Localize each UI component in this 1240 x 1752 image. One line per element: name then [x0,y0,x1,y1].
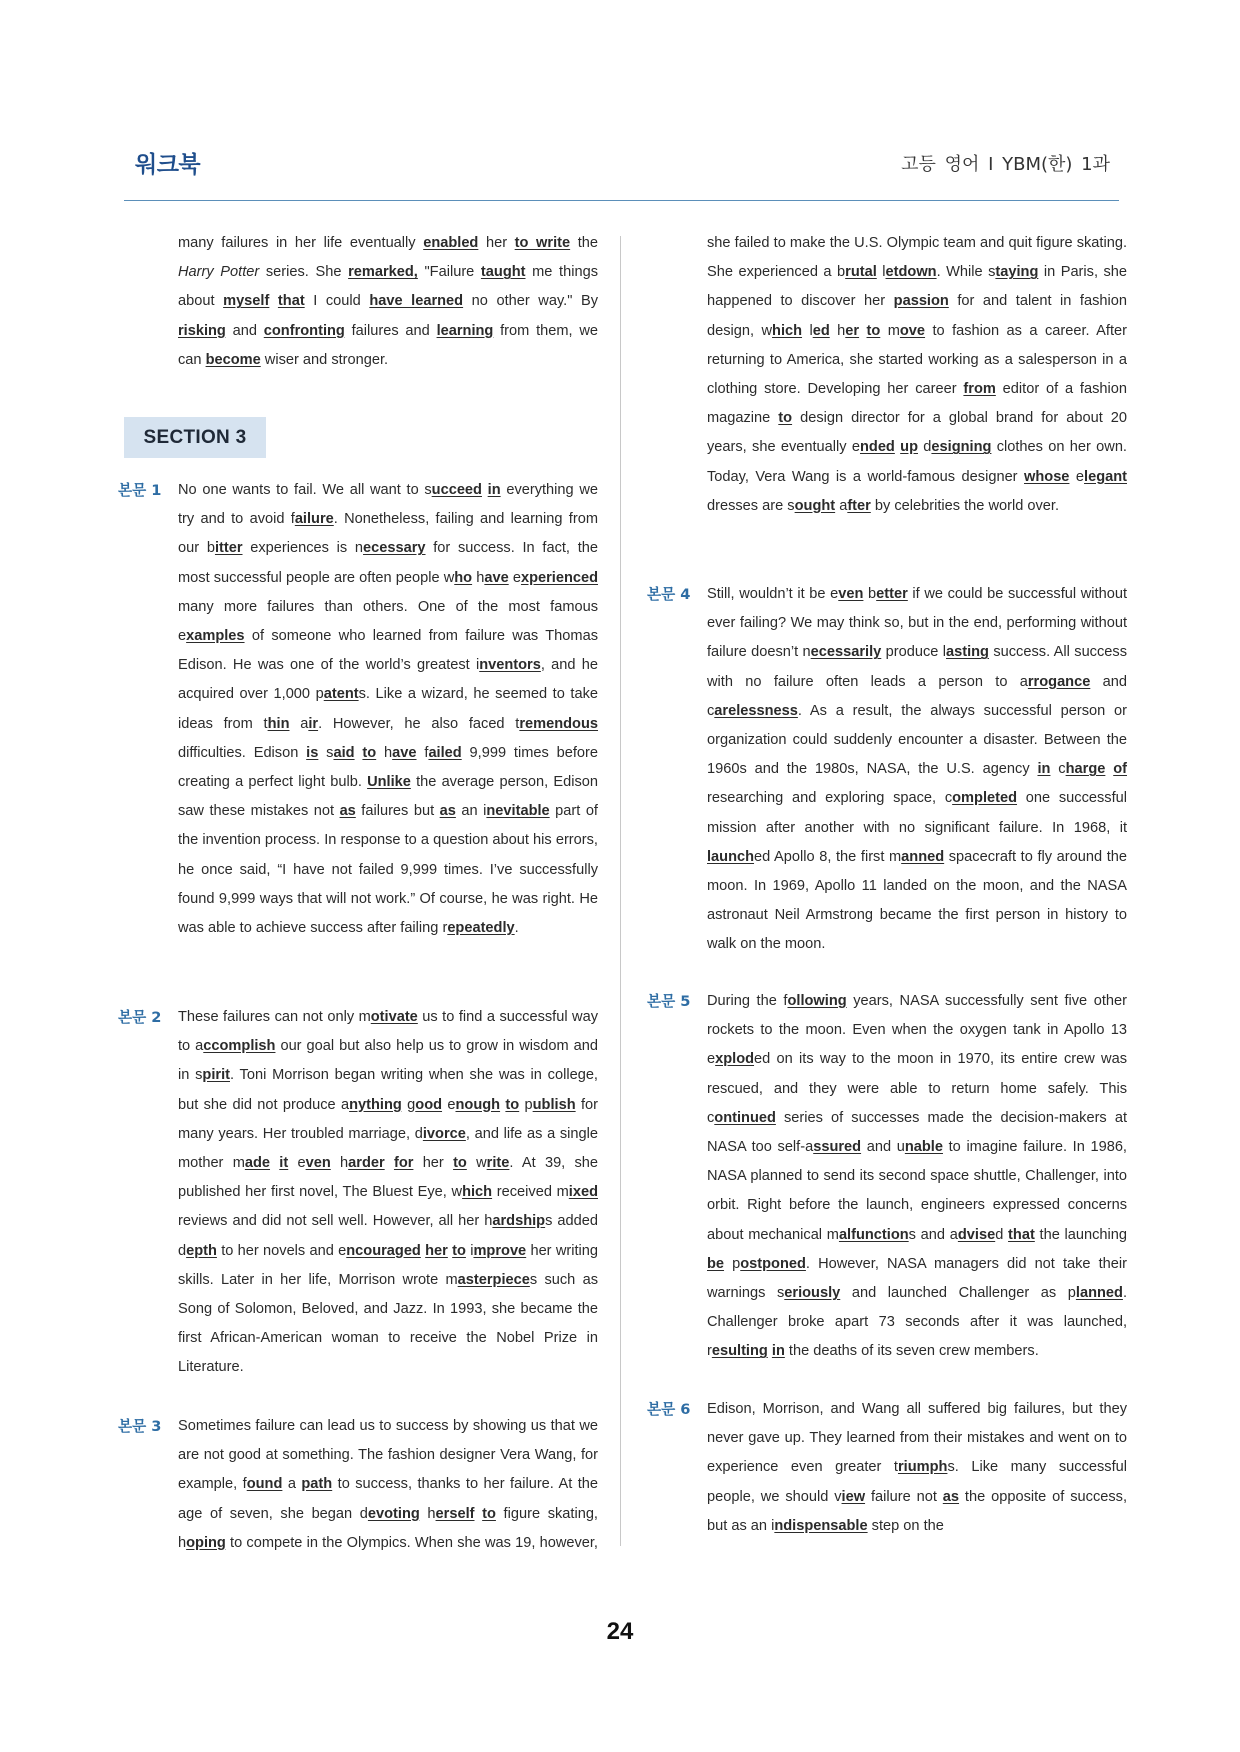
body-paragraph-6-underlined-word: iew [841,1488,866,1505]
paragraph-3-continuation-flow: she failed to make the U.S. Olympic team and quit figure skating. She experienced a brutal letdown. While staying in Paris, she happened to discover her passion for and talent in fashion design, which led her to move to fashion as a career. After returning to America, she started working as a salesperson in a clothing store. Developing her career from editor of a fashion magazine to design director for a global brand for about 20 years, she eventually ended up designing clothes on her own. Today, Vera Wang is a world-famous designer whose elegant dresses are sought after by celebrities the world over. [707,235,1127,514]
body-paragraph-4-underlined-word: ven [838,586,864,602]
intro-paragraph-underlined-word: learning [436,322,494,339]
paragraph-label-2: 본문 2 [118,1009,162,1026]
body-paragraph-2-underlined-word: pirit [202,1067,230,1084]
course-info: 고등 영어 I YBM(한) 1과 [901,154,1110,175]
body-paragraph-1-underlined-word: epeatedly [447,920,515,937]
paragraph-label-4: 본문 4 [647,586,691,603]
intro-paragraph-underlined-word: enabled [423,235,479,251]
body-paragraph-3-underlined-word: nded [859,439,895,456]
paragraph-label-3: 본문 3 [118,1418,162,1435]
body-paragraph-6-underlined-word: as [942,1488,960,1505]
body-paragraph-3-underlined-word: to [778,410,793,427]
body-paragraph-3-underlined-word: path [301,1476,333,1493]
workbook-title: 워크북 [135,152,201,178]
body-paragraph-3-underlined-word: evoting [367,1505,420,1522]
body-paragraph-1-underlined-word: nevitable [486,803,550,820]
body-paragraph-3-underlined-word: erself [435,1505,475,1522]
body-paragraph-5-underlined-word: dvise [957,1226,996,1243]
body-paragraph-1-underlined-word: ailed [428,744,462,761]
body-paragraph-1-underlined-word: itter [214,540,243,557]
body-paragraph-1-underlined-word: remendous [519,715,599,732]
body-paragraph-3-underlined-word: to [482,1505,496,1522]
body-paragraph-5-underlined-word: lanned [1075,1285,1123,1302]
body-paragraph-2-underlined-word: ven [305,1155,331,1172]
body-paragraph-1-underlined-word: to [362,744,377,761]
body-paragraph-3-underlined-word: passion [893,293,949,310]
body-paragraph-2-underlined-word: rite [486,1155,510,1172]
body-paragraph-1-underlined-word: in [487,482,501,498]
body-paragraph-4: Still, wouldn’t it be even better if we could be successful without ever failing? We may think so, but in the end, performing without failure doesn’t necessarily produce lasting success. All success with no failure often leads a person to arrogance and carelessness. As a result, the always successful person or organization could suddenly encounter a disaster. Between the 1960s and the 1980s, NASA, the U.S. agency in charge of researching and exploring space, completed one successful mission after another with no significant failure. In 1968, it launched Apollo 8, the first manned spacecraft to fly around the moon. In 1969, Apollo 11 landed on the moon, and the NASA astronaut Neil Armstrong became the first person in history to walk on the moon. [707,586,1128,953]
body-paragraph-1-underlined-word: ucceed [431,482,482,498]
body-paragraph-1-underlined-word: ir [308,715,319,732]
paragraph-label-1: 본문 1 [118,482,162,499]
intro-paragraph-underlined-word: remarked, [348,264,418,281]
body-paragraph-3-underlined-word: from [963,381,996,398]
body-paragraph-3-continued [707,229,1127,521]
body-paragraph-5-underlined-word: ostponed [740,1255,806,1272]
body-paragraph-2-underlined-word: nything [349,1096,402,1113]
body-paragraph-2-underlined-word: ade [244,1155,271,1172]
body-paragraph-3-underlined-word: oping [186,1534,226,1551]
body-paragraph-2-underlined-word: asterpiece [457,1271,530,1288]
body-paragraph-3-underlined-word: taying [995,264,1039,281]
body-paragraph-1-underlined-word: aid [333,744,355,761]
intro-paragraph-underlined-word: become [205,351,261,368]
body-paragraph-5-underlined-word: xplod [715,1051,755,1068]
paragraph-label-5: 본문 5 [647,993,691,1010]
body-paragraph-3-underlined-word: fter [847,497,871,514]
body-paragraph-2-underlined-word: ublish [532,1096,576,1113]
body-paragraph-1-underlined-word: ecessary [363,540,426,557]
page-number: 24 [606,1618,634,1645]
header-divider [124,200,1119,201]
body-paragraph-5-underlined-word: ollowing [787,993,847,1009]
body-paragraph-5-underlined-word: esulting [711,1343,768,1360]
body-paragraph-3: Sometimes failure can lead us to success by showing us that we are not good at something. The fashion designer Vera Wang, for example, found a path to success, thanks to her failure. At the age of seven, she began devoting herself to figure skating, hoping to compete in the Olympics. When she was 19, however, [178,1418,598,1551]
body-paragraph-3-underlined-word: ed [812,322,830,339]
body-paragraph-2-underlined-word: ardship [492,1213,546,1230]
body-paragraph-2-underlined-word: to [453,1155,467,1172]
body-paragraph-4-underlined-word: harge [1065,761,1106,778]
body-paragraph-4-underlined-word: of [1113,761,1127,778]
body-paragraph-2-underlined-word: to [452,1242,466,1259]
body-paragraph-6-underlined-word: ndispensable [774,1517,868,1534]
intro-paragraph-underlined-word: confronting [263,322,345,339]
body-paragraph-2-underlined-word: for [393,1155,414,1172]
body-paragraph-2-underlined-word: otivate [370,1009,418,1025]
intro-paragraph-underlined-word: have learned [369,293,464,310]
body-paragraph-1: No one wants to fail. We all want to succeed in everything we try and to avoid failure. Nonetheless, failing and learning from our bitter experiences is necessary for success. In fact, the most successful people are often people who have experienced many more failures than others. One of the most famous examples of someone who learned from failure was Thomas Edison. He was one of the world’s greatest inventors, and he acquired over 1,000 patents. Like a wizard, he seemed to take ideas from thin air. However, he also faced tremendous difficulties. Edison is said to have failed 9,999 times before creating a perfect light bulb. Unlike the average person, Edison saw these mistakes not as failures but as an inevitable part of the invention process. In response to a question about his errors, he once said, “I have not failed 9,999 times. I’ve successfully found 9,999 ways that will not work.” Of course, he was right. He was able to achieve success after failing repeatedly. [178,482,599,937]
body-paragraph-2-underlined-word: epth [186,1242,217,1259]
body-paragraph-5-underlined-word: that [1008,1226,1035,1243]
body-paragraph-5-underlined-word: nable [904,1139,943,1156]
body-paragraph-5-underlined-word: eriously [784,1285,841,1302]
body-paragraph-1-underlined-word: ave [392,744,417,761]
body-paragraph-1-underlined-word: atent [323,686,359,703]
body-paragraph-3-underlined-word: whose [1024,468,1070,485]
body-paragraph-1-underlined-word: Unlike [367,774,411,791]
body-paragraph-4-underlined-word: asting [946,644,989,661]
body-paragraph-4-underlined-word: arelessness [714,702,798,719]
body-paragraph-3-underlined-word: legant [1084,468,1127,485]
body-paragraph-3-underlined-word: hich [772,322,803,339]
body-paragraph-2-underlined-word: her [425,1242,448,1259]
intro-paragraph: many failures in her life eventually enabled her to write the Harry Potter series. She remarked, "Failure taught me things about myself that I could have learned no other way." By risking and confronting failures and learning from them, we can become wiser and stronger. [178,235,599,368]
body-paragraph-5-underlined-word: in [771,1343,785,1360]
body-paragraph-3-underlined-word: rutal [845,264,877,281]
body-paragraph-6-underlined-word: riumph [897,1459,948,1476]
body-paragraph-2-underlined-word: ncouraged [346,1242,421,1259]
body-paragraph-1-underlined-word: is [306,744,319,761]
body-paragraph-3-underlined-word: up [900,439,918,456]
body-paragraph-2: These failures can not only motivate us to find a successful way to accomplish our goal but also help us to grow in wisdom and in spirit. Toni Morrison began writing when she was in college, but she did not produce anything good enough to publish for many years. Her troubled marriage, divorce, and life as a single mother made it even harder for her to write. At 39, she published her first novel, The Bluest Eye, which received mixed reviews and did not sell well. However, all her hardships added depth to her novels and encouraged her to improve her writing skills. Later in her life, Morrison wrote masterpieces such as Song of Solomon, Beloved, and Jazz. In 1993, she became the first African-American woman to receive the Nobel Prize in Literature. [178,1009,599,1376]
body-paragraph-1-underlined-word: xperienced [520,569,599,586]
body-paragraph-2-underlined-word: nough [455,1096,501,1113]
body-paragraph-1-underlined-word: ailure [294,511,334,528]
column-divider [620,236,621,1546]
body-paragraph-2-underlined-word: ivorce [422,1125,466,1142]
body-paragraph-4-underlined-word: ecessarily [810,644,882,661]
body-paragraph-3-underlined-word: etdown [885,264,937,281]
body-paragraph-2-underlined-word: arder [348,1155,385,1172]
body-paragraph-3-underlined-word: ought [794,497,836,514]
body-paragraph-4-underlined-word: launch [707,848,755,865]
body-paragraph-3-underlined-word: esigning [931,439,992,456]
paragraph-label-6: 본문 6 [647,1401,691,1418]
body-paragraph-5-underlined-word: be [707,1255,725,1272]
body-paragraph-1-underlined-word: as [339,803,356,820]
body-paragraph-5-underlined-word: ontinued [714,1109,776,1126]
intro-paragraph-underlined-word: risking [178,322,226,339]
body-paragraph-5-underlined-word: ssured [813,1139,862,1156]
body-paragraph-2-underlined-word: hich [462,1184,493,1201]
intro-paragraph-underlined-word: that [277,293,305,310]
body-paragraph-4-underlined-word: ompleted [952,790,1018,807]
body-paragraph-2-underlined-word: it [279,1155,289,1172]
body-paragraph-3-underlined-word: er [845,322,860,339]
body-paragraph-1-underlined-word: xamples [186,628,245,645]
body-paragraph-1-underlined-word: nventors [479,657,541,674]
body-paragraph-5: During the following years, NASA successfully sent five other rockets to the moon. Even when the oxygen tank in Apollo 13 exploded on its way to the moon in 1970, its entire crew was rescued, and they were able to return home safely. This continued series of successes made the decision-makers at NASA too self-assured and unable to imagine failure. In 1986, NASA planned to send its second space shuttle, Challenger, into orbit. Right before the launch, engineers expressed concerns about mechanical malfunctions and advised that the launching be postponed. However, NASA managers did not take their warnings seriously and launched Challenger as planned. Challenger broke apart 73 seconds after it was launched, resulting in the deaths of its seven crew members. [707,993,1128,1360]
body-paragraph-2-underlined-word: ixed [568,1184,598,1201]
body-paragraph-1-underlined-word: as [439,803,456,820]
intro-paragraph-underlined-word: myself [223,293,270,310]
body-paragraph-3-underlined-word: ound [246,1476,283,1493]
body-paragraph-2-underlined-word: mprove [473,1242,527,1259]
body-paragraph-3-underlined-word: ove [899,322,926,339]
intro-paragraph-italic-title: Harry Potter [178,264,260,281]
body-paragraph-3-underlined-word: to [866,322,881,339]
intro-paragraph-underlined-word: to write [514,235,571,251]
body-paragraph-1-underlined-word: ave [484,569,509,586]
body-paragraph-4-underlined-word: anned [901,848,945,865]
body-paragraph-5-underlined-word: alfunction [838,1226,909,1243]
body-paragraph-1-underlined-word: hin [267,715,290,732]
intro-paragraph-underlined-word: taught [480,264,526,281]
section-heading: SECTION 3 [124,417,266,458]
body-paragraph-4-underlined-word: in [1037,761,1051,778]
body-paragraph-2-underlined-word: ccomplish [203,1038,276,1055]
body-paragraph-4-underlined-word: etter [876,586,908,602]
body-paragraph-2-underlined-word: to [505,1096,520,1113]
body-paragraph-1-underlined-word: ho [454,569,473,586]
body-paragraph-4-underlined-word: rrogance [1027,673,1091,690]
body-paragraph-6: Edison, Morrison, and Wang all suffered big failures, but they never gave up. They learned from their mistakes and went on to experience even greater triumphs. Like many successful people, we should view failure not as the opposite of success, but as an indispensable step on the [707,1401,1128,1534]
body-paragraph-2-underlined-word: ood [415,1096,443,1113]
